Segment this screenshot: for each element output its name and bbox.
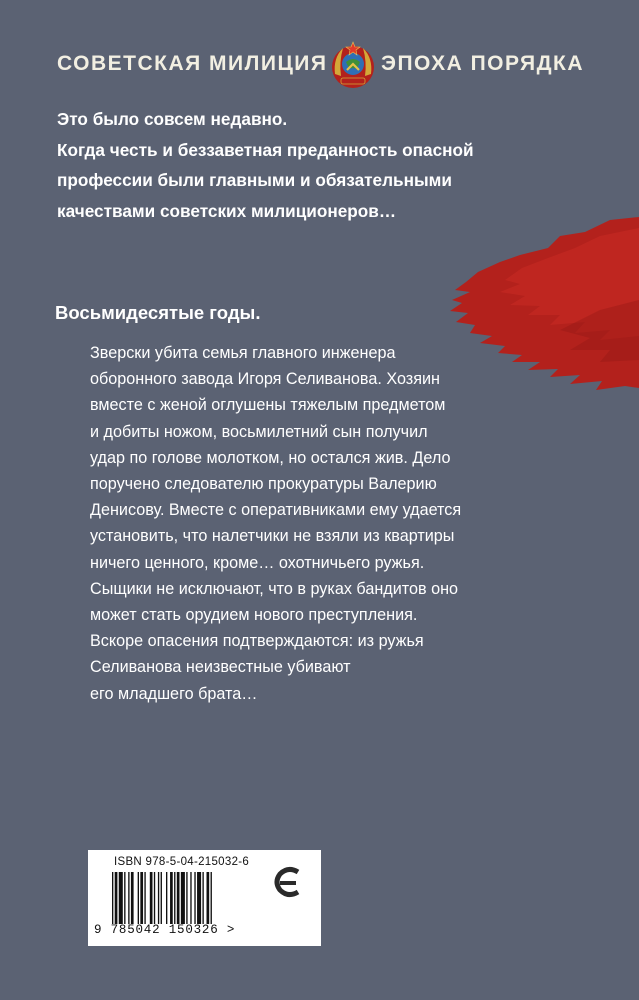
- barcode-bar: [158, 872, 159, 924]
- barcode-bar: [138, 872, 139, 924]
- barcode-bar: [128, 872, 129, 924]
- barcode-bar: [131, 872, 134, 924]
- series-title-left: СОВЕТСКАЯ МИЛИЦИЯ: [57, 52, 328, 75]
- synopsis-line: ничего ценного, кроме… охотничьего ружья.: [90, 553, 425, 572]
- synopsis-paragraph: [90, 340, 490, 707]
- section-subheading: Восьмидесятые годы.: [55, 302, 261, 323]
- synopsis-line: Вскоре опасения подтверждаются: из ружья: [90, 632, 424, 651]
- barcode-bar: [190, 872, 191, 924]
- barcode-bar: [207, 872, 210, 924]
- synopsis-line: Денисову. Вместе с оперативниками ему удается: [90, 501, 462, 520]
- intro-line: качествами советских милиционеров…: [57, 200, 397, 221]
- synopsis-line: установить, что налетчики не взяли из квартиры: [90, 527, 455, 546]
- synopsis-line: поручено следователю прокуратуры Валерию: [90, 475, 437, 494]
- barcode-bar: [181, 872, 185, 924]
- barcode-bar: [140, 872, 143, 924]
- synopsis-line: и добиты ножом, восьмилетний сын получил: [90, 422, 428, 441]
- series-header: [0, 40, 639, 92]
- synopsis-line: оборонного завода Игоря Селиванова. Хозяин: [90, 370, 440, 389]
- barcode-bar: [170, 872, 173, 924]
- barcode-bar: [112, 872, 113, 924]
- eksmo-logo-icon: [258, 858, 322, 912]
- synopsis-line: может стать орудием нового преступления.: [90, 606, 418, 625]
- synopsis-line: удар по голове молотком, но остался жив. Дело: [90, 448, 451, 467]
- barcode-bar: [144, 872, 145, 924]
- barcode-bar: [124, 872, 125, 924]
- intro-line: Это было совсем недавно.: [57, 109, 288, 129]
- barcode-bar: [177, 872, 180, 924]
- series-title-right: ЭПОХА ПОРЯДКА: [381, 52, 585, 75]
- soviet-emblem-icon: [327, 40, 379, 92]
- barcode-bar: [202, 872, 203, 924]
- intro-line: профессии были главными и обязательными: [57, 170, 452, 190]
- barcode-bar: [197, 872, 201, 924]
- synopsis-line: Сыщики не исключают, что в руках бандитов оно: [90, 579, 459, 598]
- barcode-bar: [174, 872, 175, 924]
- isbn-label: ISBN 978-5-04-215032-6: [114, 856, 250, 868]
- intro-paragraph: [57, 104, 527, 226]
- barcode-bar: [194, 872, 195, 924]
- publisher-name: ЭКСМО: [268, 912, 312, 924]
- barcode-bar: [161, 872, 162, 924]
- publisher-logo: [258, 858, 322, 938]
- synopsis-line: Селиванова неизвестные убивают: [90, 658, 351, 677]
- barcode-bar: [186, 872, 187, 924]
- synopsis-line: вместе с женой оглушены тяжелым предметом: [90, 396, 446, 415]
- barcode-bar: [211, 872, 212, 924]
- barcode-digits: 9 785042 150326 >: [94, 923, 236, 937]
- synopsis-line: Зверски убита семья главного инженера: [90, 344, 396, 362]
- barcode-bar: [115, 872, 118, 924]
- barcode-bar: [150, 872, 153, 924]
- synopsis-line: его младшего брата…: [90, 684, 258, 703]
- intro-line: Когда честь и беззаветная преданность опасной: [57, 139, 474, 160]
- barcode-bar: [119, 872, 123, 924]
- barcode-bar: [166, 872, 167, 924]
- barcode-bar: [154, 872, 155, 924]
